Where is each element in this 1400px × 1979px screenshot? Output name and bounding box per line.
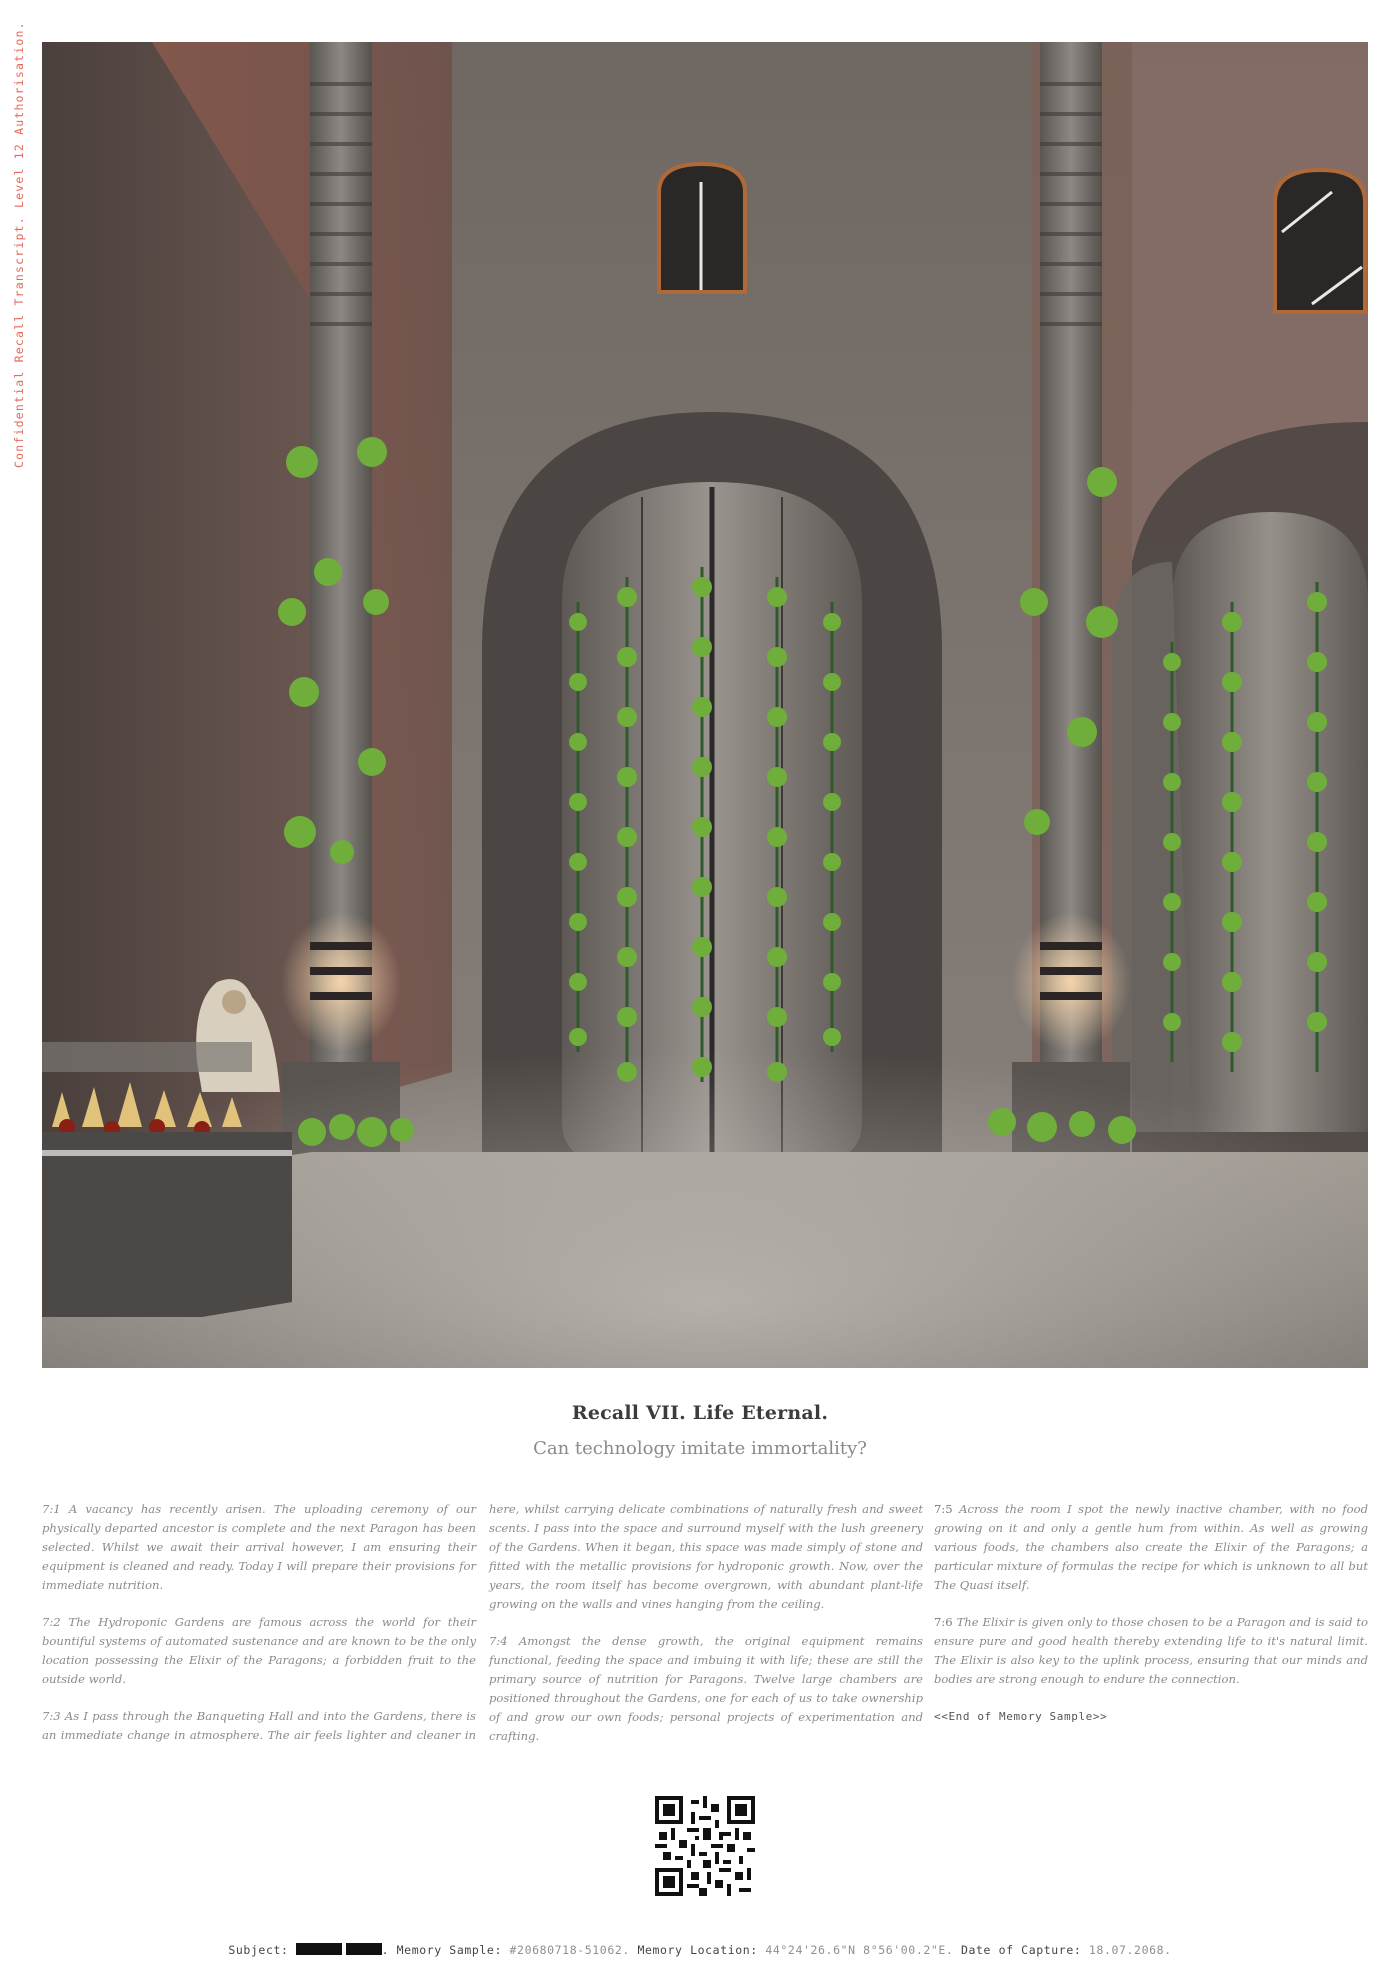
paragraph-text: Across the room I spot the newly inactive chamber, with no food growing on it and only a gentle hum from within. As well as growing various foods, the chambers also create the Elixir of the Paragons; a particular mixture of formulas the recipe for which is unknown to all but The Quasi itself. (934, 1502, 1369, 1592)
paragraph-text: As I pass through the Banqueting Hall and into the Gardens, there is an immediate change in atmosphere. The air feels lighter and cleaner in here, whilst carrying delicate combinations of naturally fresh and sweet scents. I pass into the space and surround myself with the lush greenery of the Gardens. When it began, this space was made simply of stone and fitted with the metallic provisions for hydroponic growth. Now, over the years, the room itself has become overgrown, with abundant plant-life growing on the walls and vines hanging from the ceiling. (42, 1502, 923, 1742)
redacted-name-last (346, 1943, 382, 1955)
paragraph-text: A vacancy has recently arisen. The uploading ceremony of our physically departed ancestor is complete and the next Paragon has been selected. Whilst we await their arrival however, I am ensuring their equipment is cleaned and ready. Today I will prepare their provisions for immediate nutrition. (42, 1502, 476, 1592)
hydroponic-garden-render (42, 42, 1368, 1368)
date-of-capture-label: Date of Capture: (960, 1943, 1082, 1957)
recall-subtitle: Can technology imitate immortality? (533, 1438, 867, 1459)
qr-code[interactable] (655, 1796, 755, 1896)
paragraph-number: 7:5 (934, 1502, 953, 1516)
text-column-3 (934, 1500, 1368, 1744)
confidential-side-label: Confidential Recall Transcript. Level 12 Authorisation. (12, 21, 26, 468)
paragraph-text: The Elixir is given only to those chosen to be a Paragon and is said to ensure pure and good health thereby extending life to it's natural limit. The Elixir is also key to the uplink process, ensuring that our minds and bodies are strong enough to endure the connection. (934, 1615, 1369, 1686)
paragraph-text: Amongst the dense growth, the original equipment remains functional, feeding the space and imbuing it with life; these are still the primary source of nutrition for Paragons. Twelve large chambers are positioned throughout the Gardens, one for each of us to take ownership of and grow our own foods; personal projects of experimentation and crafting. (489, 1634, 923, 1743)
paragraph-number: 7:2 (42, 1615, 61, 1629)
memory-location-value: 44°24'26.6"N 8°56'00.2"E. (765, 1943, 954, 1957)
recall-title: Recall VII. Life Eternal. (571, 1402, 829, 1424)
flowing-text-columns (42, 1500, 923, 1755)
paragraph-number: 7:3 (42, 1709, 61, 1723)
paragraph (42, 1613, 476, 1689)
paragraph (934, 1613, 1368, 1689)
paragraph (42, 1500, 476, 1595)
date-of-capture-value: 18.07.2068. (1088, 1943, 1172, 1957)
paragraph-number: 7:4 (489, 1634, 508, 1648)
paragraph-number: 7:1 (42, 1502, 61, 1516)
memory-sample-label: . Memory Sample: (381, 1943, 502, 1957)
memory-sample-footer (0, 1943, 1400, 1957)
paragraph (489, 1632, 923, 1746)
paragraph (934, 1500, 1368, 1595)
end-of-memory-sample: <<End of Memory Sample>> (934, 1710, 1108, 1723)
memory-sample-value: #20680718-51062. (509, 1943, 630, 1957)
memory-location-label: Memory Location: (637, 1943, 758, 1957)
redacted-name-first (296, 1943, 342, 1955)
paragraph-text: The Hydroponic Gardens are famous across the world for their bountiful systems of automated sustenance and are known to be the only location possessing the Elixir of the Paragons; a forbidden fruit to the outside world. (42, 1615, 477, 1686)
paragraph-number: 7:6 (934, 1615, 953, 1629)
garden-illustration (42, 42, 1368, 1368)
title-block (0, 1402, 1400, 1459)
subject-label: Subject: (228, 1943, 289, 1957)
